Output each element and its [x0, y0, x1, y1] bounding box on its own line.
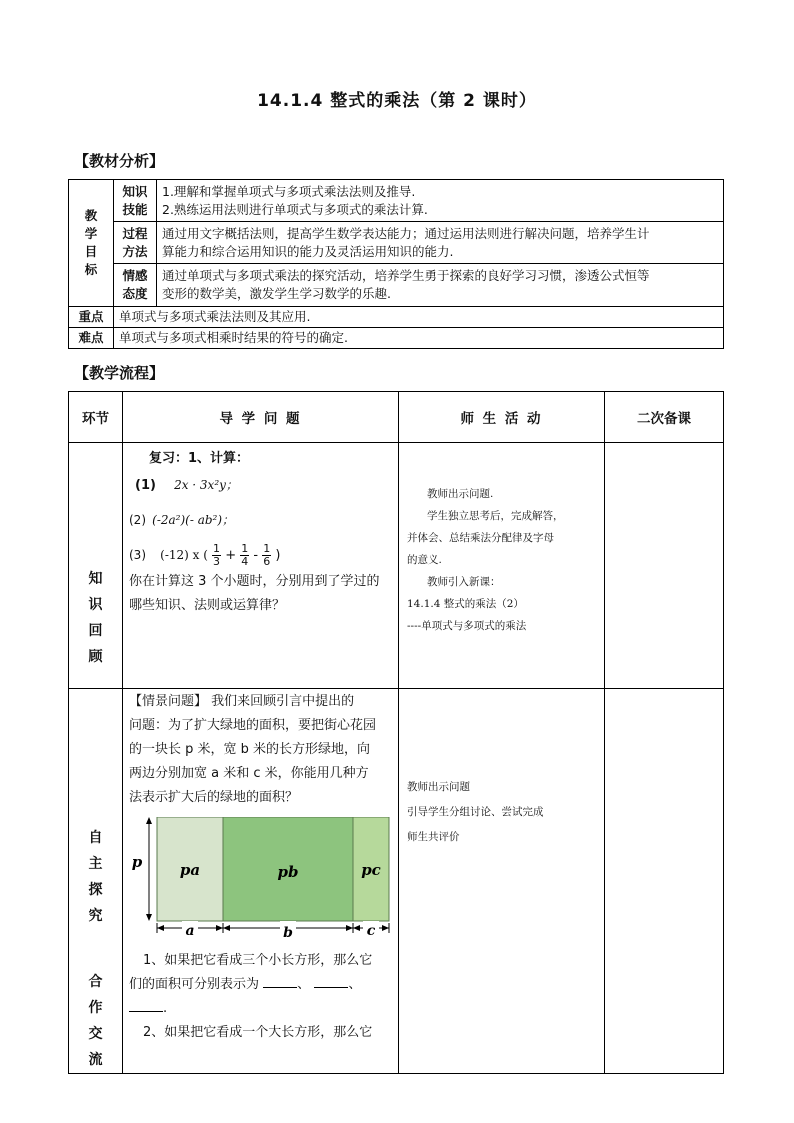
review-item-1: (1) 2x · 3x²y； [135, 478, 238, 493]
label-b: b [283, 925, 293, 941]
label-pa: pa [179, 861, 201, 879]
label-pb: pb [277, 863, 299, 881]
question-2: 2、如果把它看成一个大长方形，那么它 [143, 1025, 373, 1040]
sub-label-process: 过程 方法 [114, 222, 157, 264]
fraction-1-4: $\frac{1}{4}$ [241, 542, 249, 568]
attitude-text: 通过单项式与多项式乘法的探究活动，培养学生勇于探索的良好学习习惯，渗透公式恒等 变形的数学美，激发学生学习数学的乐趣. [157, 264, 724, 307]
sub-label-attitude: 情感 态度 [114, 264, 157, 307]
flow-table [68, 391, 724, 1074]
review-item-2: (2) (-2a²)(- ab²)； [129, 513, 235, 527]
objectives-table [68, 179, 724, 349]
review-heading: 复习：1、计算： [149, 451, 250, 466]
answer-blank-3[interactable] [129, 999, 163, 1012]
review-activity: 教师出示问题. 学生独立思考后，完成解答， 并体会、总结乘法分配律及字母 的意义. 教师引入新课： 14.1.4 整式的乘法（2） ----单项式与多项式的乘法 [399, 443, 605, 689]
fraction-1-3: $\frac{1}{3}$ [213, 542, 221, 568]
explore-second-prep [605, 689, 724, 1074]
question-1-b: 们的面积可分别表示为 、 、 [129, 977, 362, 992]
fraction-1-6: $\frac{1}{6}$ [263, 542, 271, 568]
stage-explore: 自 主 探 究 合 作 交 流 [69, 689, 123, 1074]
label-pc: pc [361, 861, 381, 879]
explore-activity: 教师出示问题 引导学生分组讨论、尝试完成 师生共评价 [399, 689, 605, 1074]
header-guide: 导 学 问 题 [123, 392, 399, 443]
page-title: 14.1.4 整式的乘法（第 2 课时） [257, 91, 537, 111]
review-item-3: (3) (-12) x ( $\frac{1}{3}$ + $\frac{1}{4}$ - $\frac{1}{6}$ ) [129, 542, 281, 568]
label-a: a [185, 923, 195, 939]
explore-guide [123, 689, 399, 1074]
sub-label-knowledge: 知识 技能 [114, 180, 157, 222]
label-p: p [131, 853, 143, 871]
section-analysis-heading: 【教材分析】 [74, 152, 165, 170]
scenario-text: 【情景问题】 我们来回顾引言中提出的 问题：为了扩大绿地的面积，要把街心花园 的一块长 p 米，宽 b 米的长方形绿地，向 两边分别加宽 a 米和 c 米，你能用几种方 法表示扩大后的绿地的面积？ [129, 694, 377, 805]
section-flow-heading: 【教学流程】 [74, 364, 165, 382]
objectives-label: 教 学 目 标 [69, 180, 114, 307]
answer-blank-2[interactable] [314, 975, 348, 988]
answer-blank-1[interactable] [263, 975, 297, 988]
label-c: c [366, 923, 376, 939]
header-activity: 师 生 活 动 [399, 392, 605, 443]
review-second-prep [605, 443, 724, 689]
header-stage: 环节 [69, 392, 123, 443]
review-guide [123, 443, 399, 689]
question-1-c: . [129, 997, 392, 1021]
key-point-text: 单项式与多项式乘法法则及其应用. [114, 307, 724, 328]
knowledge-text: 1.理解和掌握单项式与多项式乘法法则及推导. 2.熟练运用法则进行单项式与多项式的乘法计算. [157, 180, 724, 222]
review-question: 你在计算这 3 个小题时，分别用到了学过的 哪些知识、法则或运算律？ [129, 574, 380, 613]
header-second-prep: 二次备课 [605, 392, 724, 443]
question-1-a: 1、如果把它看成三个小长方形，那么它 [143, 953, 373, 968]
area-diagram [129, 817, 391, 943]
difficulty-label: 难点 [69, 328, 114, 349]
key-point-label: 重点 [69, 307, 114, 328]
stage-review: 知 识 回 顾 [69, 443, 123, 689]
difficulty-text: 单项式与多项式相乘时结果的符号的确定. [114, 328, 724, 349]
process-text: 通过用文字概括法则，提高学生数学表达能力；通过运用法则进行解决问题，培养学生计 算能力和综合运用知识的能力及灵活运用知识的能力. [157, 222, 724, 264]
